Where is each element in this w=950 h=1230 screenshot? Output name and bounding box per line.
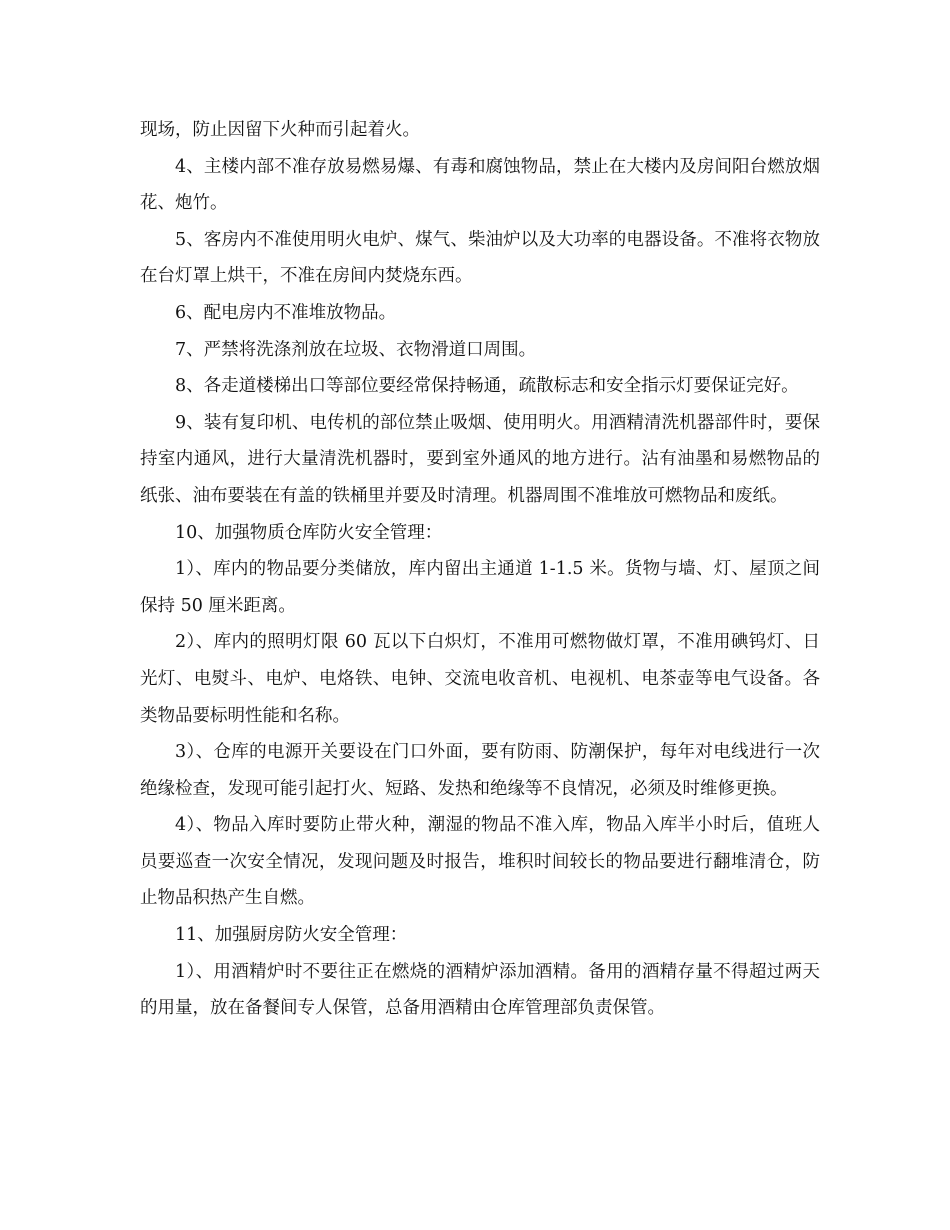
paragraph-item-11-sub-1: 1）、用酒精炉时不要往正在燃烧的酒精炉添加酒精。备用的酒精存量不得超过两天的用量，放在备餐间专人保管，总备用酒精由仓库管理部负责保管。: [140, 961, 820, 1019]
paragraph-item-7: 7、严禁将洗涤剂放在垃圾、衣物滑道口周围。: [175, 339, 537, 360]
document-body: [140, 112, 820, 1027]
paragraph-item-8: 8、各走道楼梯出口等部位要经常保持畅通，疏散标志和安全指示灯要保证完好。: [175, 376, 799, 397]
paragraph-item-4: 4、主楼内部不准存放易燃易爆、有毒和腐蚀物品，禁止在大楼内及房间阳台燃放烟花、炮竹。: [140, 156, 820, 214]
paragraph-item-10-sub-2: 2）、库内的照明灯限 60 瓦以下白炽灯，不准用可燃物做灯罩，不准用碘钨灯、日光灯、电熨斗、电炉、电烙铁、电钟、交流电收音机、电视机、电茶壶等电气设备。各类物品要标明性能和名称。: [140, 632, 820, 726]
paragraph-item-5: 5、客房内不准使用明火电炉、煤气、柴油炉以及大功率的电器设备。不准将衣物放在台灯罩上烘干，不准在房间内焚烧东西。: [140, 229, 820, 287]
paragraph-item-10-sub-1: 1）、库内的物品要分类储放，库内留出主通道 1-1.5 米。货物与墙、灯、屋顶之间保持 50 厘米距离。: [140, 559, 820, 616]
paragraph-item-10-sub-4: 4）、物品入库时要防止带火种，潮湿的物品不准入库，物品入库半小时后，值班人员要巡查一次安全情况，发现问题及时报告，堆积时间较长的物品要进行翻堆清仓，防止物品积热产生自燃。: [140, 815, 820, 909]
paragraph-item-9: 9、装有复印机、电传机的部位禁止吸烟、使用明火。用酒精清洗机器部件时，要保持室内通风，进行大量清洗机器时，要到室外通风的地方进行。沾有油墨和易燃物品的纸张、油布要装在有盖的铁桶里并要及时清理。机器周围不准堆放可燃物品和废纸。: [140, 412, 820, 506]
paragraph-item-6: 6、配电房内不准堆放物品。: [175, 302, 397, 323]
paragraph-item-10-heading: 10、加强物质仓库防火安全管理：: [175, 522, 443, 543]
paragraph-item-10-sub-3: 3）、仓库的电源开关要设在门口外面，要有防雨、防潮保护，每年对电线进行一次绝缘检查，发现可能引起打火、短路、发热和绝缘等不良情况，必须及时维修更换。: [140, 742, 820, 799]
paragraph-item-11-heading: 11、加强厨房防火安全管理：: [175, 925, 408, 946]
paragraph-continuation: 现场，防止因留下火种而引起着火。: [140, 120, 420, 140]
